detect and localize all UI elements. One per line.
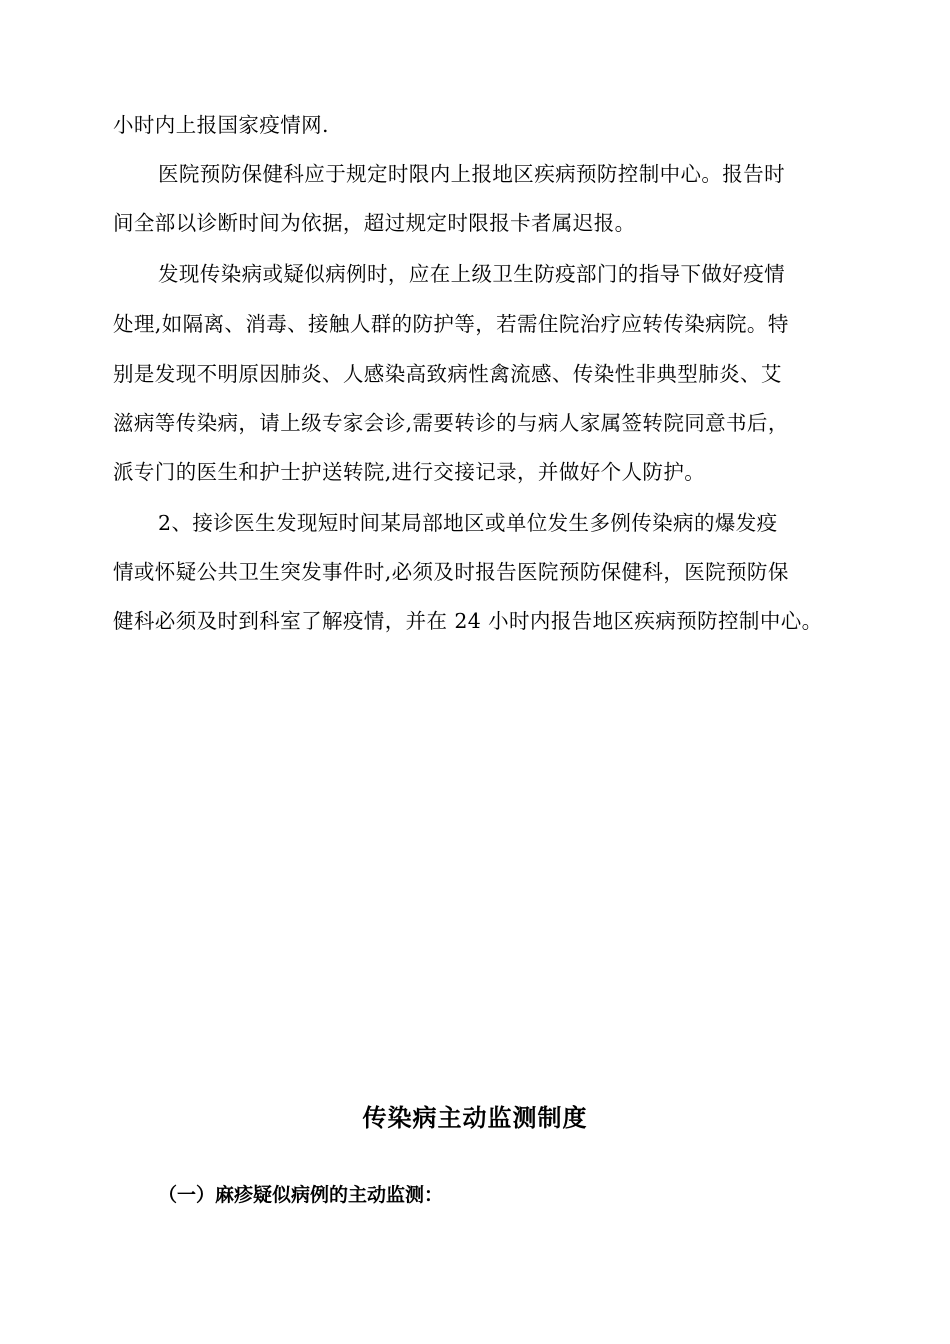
section-title: 传染病主动监测制度 [362, 1104, 588, 1132]
text-line: 派专门的医生和护士护送转院,进行交接记录，并做好个人防护。 [113, 460, 706, 484]
text-line: 处理,如隔离、消毒、接触人群的防护等，若需住院治疗应转传染病院。特 [113, 312, 789, 336]
text-line: 滋病等传染病，请上级专家会诊,需要转诊的与病人家属签转院同意书后， [113, 411, 789, 435]
text-line: 间全部以诊断时间为依据，超过规定时限报卡者属迟报。 [113, 211, 636, 235]
text-line: 医院预防保健科应于规定时限内上报地区疾病预防控制中心。报告时 [158, 162, 785, 186]
text-line: 情或怀疑公共卫生突发事件时,必须及时报告医院预防保健科，医院预防保 [113, 560, 789, 584]
text-line: 小时内上报国家疫情网. [113, 113, 329, 137]
text-line: 别是发现不明原因肺炎、人感染高致病性禽流感、传染性非典型肺炎、艾 [113, 362, 782, 386]
subheading: （一）麻疹疑似病例的主动监测： [158, 1184, 444, 1206]
text-line: 发现传染病或疑似病例时，应在上级卫生防疫部门的指导下做好疫情 [158, 262, 785, 286]
text-line: 健科必须及时到科室了解疫情，并在 24 小时内报告地区疾病预防控制中心。 [113, 609, 823, 633]
text-line: 2、接诊医生发现短时间某局部地区或单位发生多例传染病的爆发疫 [158, 511, 778, 535]
